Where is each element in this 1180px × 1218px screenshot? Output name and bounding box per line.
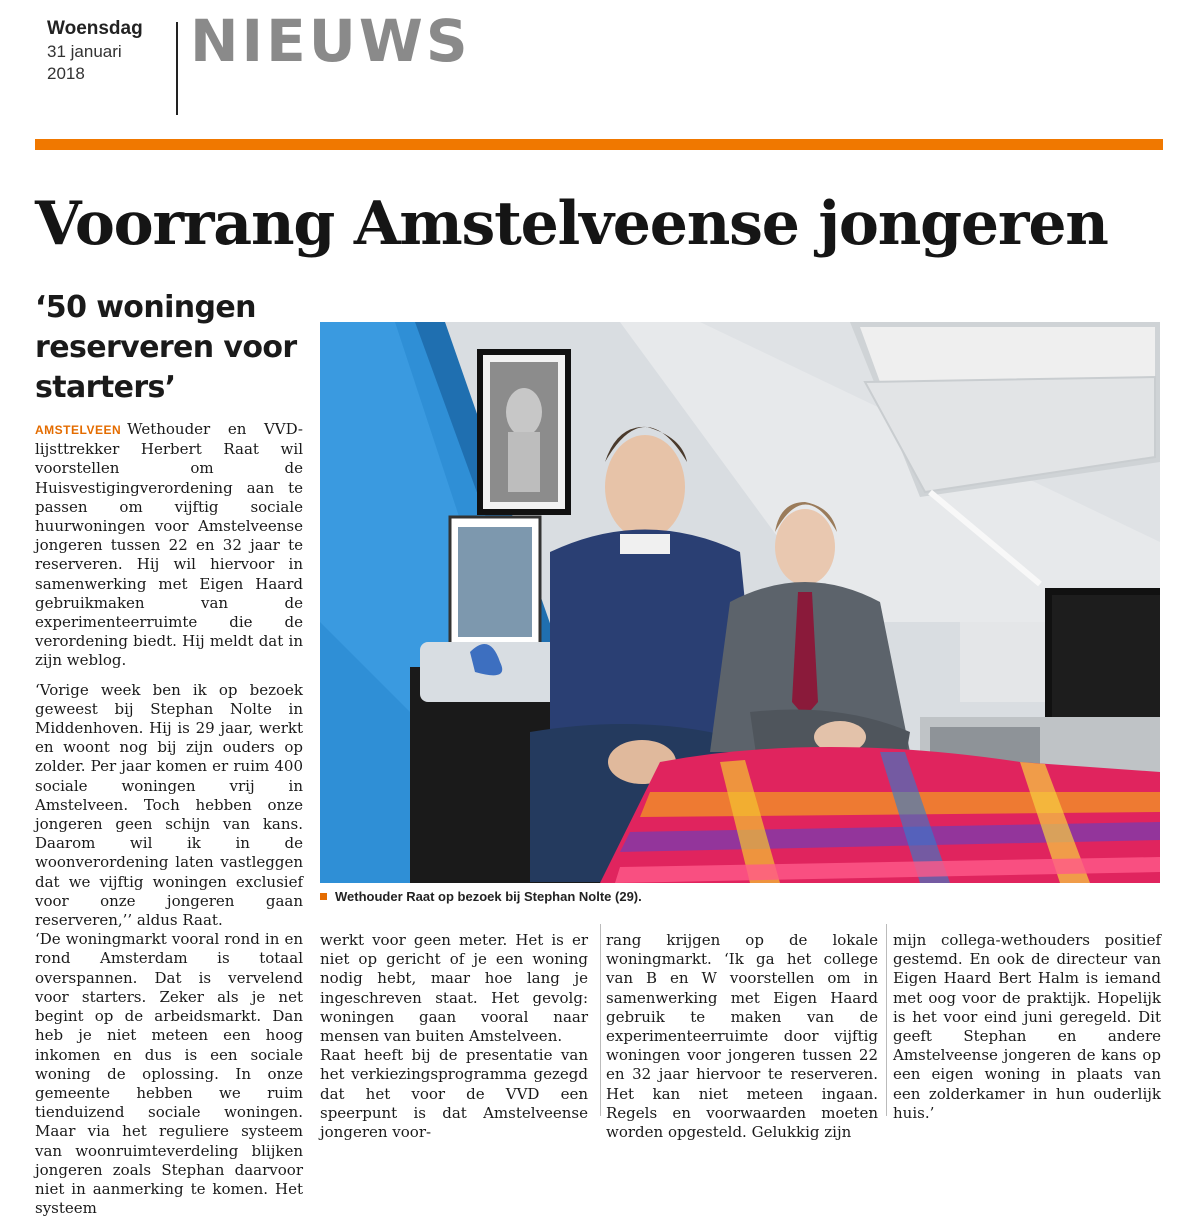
article-paragraph: ‘Vorige week ben ik op bezoek geweest bij Stephan Nolte in Middenhoven. Hij is 29 jaar, werkt en woont nog bij zijn ouders op zolder. Per jaar komen er ruim 400 sociale woningen vrij in Amstelveen. Toch hebben onze jongeren geen schijn van kans. Daarom wil ik in de woonverordening laten vastleggen dat we vijftig woningen exclusief voor onze jongeren gaan reserveren,’’ aldus Raat. xyxy=(35,680,303,930)
publication-day: Woensdag xyxy=(47,18,143,39)
article-paragraph: rang krijgen op de lokale woningmarkt. ‘Ik ga het college van B en W voorstellen om in samenwerking met Eigen Haard gebruik te maken van de experimenteerruimte door vijftig woningen voor jongeren tussen 22 en 32 jaar hiervoor te reserveren. Het kan niet meteen ingaan. Regels en voorwaarden moeten worden opgesteld. Gelukkig zijn xyxy=(606,931,878,1142)
publication-year: 2018 xyxy=(47,64,85,83)
dateline: AMSTELVEEN xyxy=(35,423,122,437)
publication-date: 31 januari xyxy=(47,42,122,61)
article-column-1 xyxy=(35,420,303,1218)
article-photo xyxy=(320,322,1160,883)
article-subhead: ‘50 woningen reserveren voor starters’ xyxy=(35,290,297,405)
article-paragraph: mijn collega-wethouders positief gestemd. En ook de directeur van Eigen Haard Bert Halm is iemand met oog voor de praktijk. Hopelijk is het voor eind juni geregeld. Dit geeft Stephan en andere Amstelveense jongeren de kans op een eigen woning in plaats van een zolderkamer in hun ouderlijk huis.’ xyxy=(893,931,1161,1122)
column-divider xyxy=(886,924,887,1116)
caption-marker xyxy=(320,893,327,900)
article-paragraph: ‘De woningmarkt vooral rond in en rond Amsterdam is totaal overspannen. Dat is vervelend voor starters. Zeker als je net begint op de arbeidsmarkt. Dan heb je niet meteen een hoog inkomen en dus is een sociale woning de oplossing. In onze gemeente hebben we ruim tienduizend sociale woningen. Maar via het reguliere systeem van woonruimteverdeling blijken jongeren zoals Stephan daarvoor niet in aanmerking te komen. Het systeem xyxy=(35,930,303,1218)
article-column-3 xyxy=(606,931,878,1142)
photo-caption: Wethouder Raat op bezoek bij Stephan Nolte (29). xyxy=(320,889,642,904)
article-column-2 xyxy=(320,931,588,1142)
article-headline: Voorrang Amstelveense jongeren xyxy=(35,189,1108,259)
accent-bar xyxy=(35,139,1163,150)
masthead xyxy=(0,0,1180,130)
masthead-divider xyxy=(176,22,178,115)
article-paragraph: werkt voor geen meter. Het is er niet op gericht of je een woning nodig hebt, maar hoe lang je ingeschreven staat. Het gevolg: woningen gaan vooral naar mensen van buiten Amstelveen. xyxy=(320,931,588,1046)
article-column-4 xyxy=(893,931,1161,1123)
section-title: NIEUWS xyxy=(190,7,471,75)
article-paragraph: Raat heeft bij de presentatie van het verkiezingsprogramma gezegd dat het voor de VVD een speerpunt is dat Amstelveense jongeren voor- xyxy=(320,1046,588,1142)
column-divider xyxy=(600,924,601,1116)
article-paragraph: AMSTELVEEN Wethouder en VVD-lijsttrekker Herbert Raat wil voorstellen om de Huisvestigingverordening aan te passen om vijftig sociale huurwoningen voor Amstelveense jongeren tussen 22 en 32 jaar te reserveren. Hij wil hiervoor in samenwerking met Eigen Haard gebruikmaken van de experimenteerruimte die de verordening biedt. Hij meldt dat in zijn weblog. xyxy=(35,420,303,670)
